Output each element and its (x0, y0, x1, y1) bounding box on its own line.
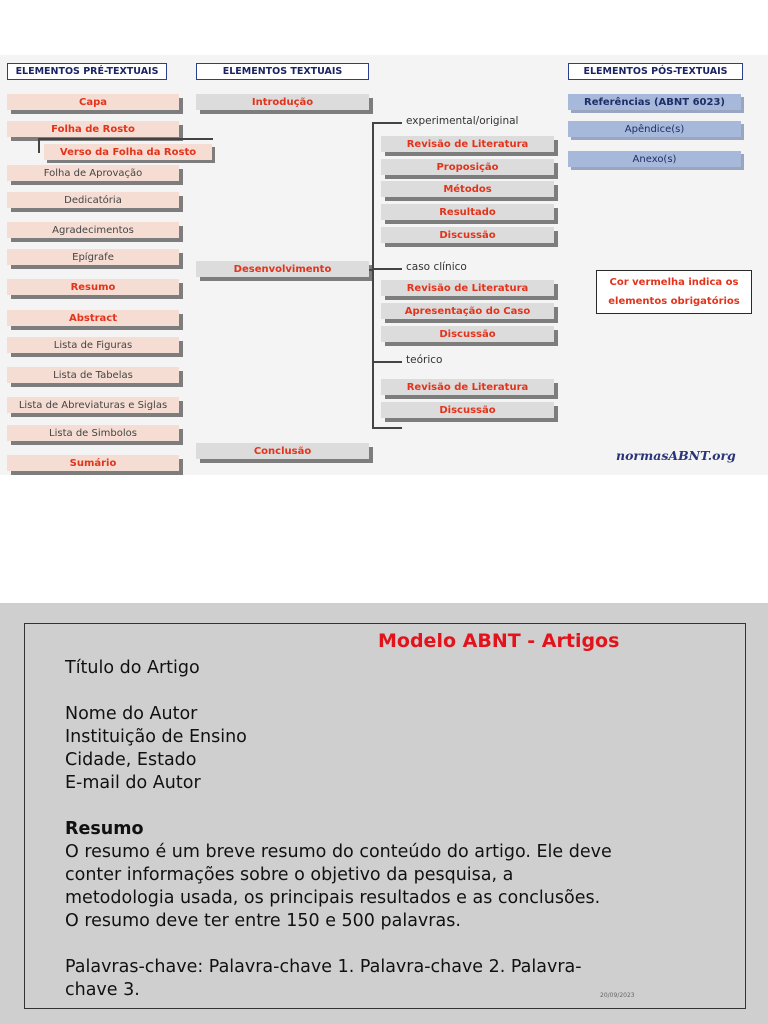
exp-metodos: Métodos (381, 181, 554, 197)
resumo-line: O resumo é um breve resumo do conteúdo do artigo. Ele deve (65, 842, 612, 862)
bracket-clinico (372, 268, 402, 270)
resumo-heading: Resumo (65, 819, 144, 839)
branch-teorico-label: teórico (406, 354, 443, 366)
bracket-teorico (372, 361, 402, 363)
slide-title: Modelo ABNT - Artigos (378, 630, 620, 652)
keywords-line: Palavras-chave: Palavra-chave 1. Palavra-chave 2. Palavra- (65, 957, 582, 977)
city-state: Cidade, Estado (65, 750, 197, 770)
institution: Instituição de Ensino (65, 727, 247, 747)
site-watermark: normasABNT.org (616, 448, 736, 463)
cli-apresentacao: Apresentação do Caso (381, 303, 554, 319)
cli-revisao: Revisão de Literatura (381, 280, 554, 296)
box-folha-aprovacao: Folha de Aprovação (7, 165, 179, 181)
author-name: Nome do Autor (65, 704, 198, 724)
exp-discussao: Discussão (381, 227, 554, 243)
box-desenvolvimento: Desenvolvimento (196, 261, 369, 277)
box-sumario: Sumário (7, 455, 179, 471)
exp-resultado: Resultado (381, 204, 554, 220)
bracket-vertical (372, 122, 374, 428)
box-introducao: Introdução (196, 94, 369, 110)
abnt-structure-diagram (0, 55, 768, 475)
box-epigrafe: Epígrafe (7, 249, 179, 265)
resumo-line: conter informações sobre o objetivo da pesquisa, a (65, 865, 514, 885)
teo-revisao: Revisão de Literatura (381, 379, 554, 395)
verso-connector-top (38, 138, 213, 140)
slide-date: 20/09/2023 (600, 992, 635, 999)
slide-frame (24, 623, 746, 1009)
box-verso-folha-rosto: Verso da Folha da Rosto (44, 144, 212, 160)
header-pre-textual: ELEMENTOS PRÉ-TEXTUAIS (7, 63, 167, 80)
exp-revisao: Revisão de Literatura (381, 136, 554, 152)
author-email: E-mail do Autor (65, 773, 201, 793)
article-title: Título do Artigo (65, 658, 200, 678)
box-folha-rosto: Folha de Rosto (7, 121, 179, 137)
legend-box (596, 270, 752, 314)
box-referencias: Referências (ABNT 6023) (568, 94, 741, 110)
box-apendices: Apêndice(s) (568, 121, 741, 137)
box-abstract: Abstract (7, 310, 179, 326)
cli-discussao: Discussão (381, 326, 554, 342)
article-template-slide (0, 603, 768, 1024)
box-anexos: Anexo(s) (568, 151, 741, 167)
branch-experimental-label: experimental/original (406, 115, 519, 127)
box-resumo: Resumo (7, 279, 179, 295)
bracket-experimental (372, 122, 402, 124)
box-dedicatoria: Dedicatória (7, 192, 179, 208)
bracket-bottom (372, 427, 402, 429)
header-post-textual: ELEMENTOS PÓS-TEXTUAIS (568, 63, 743, 80)
teo-discussao: Discussão (381, 402, 554, 418)
box-lista-tabelas: Lista de Tabelas (7, 367, 179, 383)
box-lista-figuras: Lista de Figuras (7, 337, 179, 353)
exp-proposicao: Proposição (381, 159, 554, 175)
resumo-line: O resumo deve ter entre 150 e 500 palavras. (65, 911, 461, 931)
box-lista-simbolos: Lista de Simbolos (7, 425, 179, 441)
box-conclusao: Conclusão (196, 443, 369, 459)
box-agradecimentos: Agradecimentos (7, 222, 179, 238)
box-lista-abreviaturas: Lista de Abreviaturas e Siglas (7, 397, 179, 413)
legend-line-2: elementos obrigatórios (608, 296, 740, 307)
branch-clinico-label: caso clínico (406, 261, 467, 273)
resumo-line: metodologia usada, os principais resultados e as conclusões. (65, 888, 601, 908)
legend-line-1: Cor vermelha indica os (609, 277, 739, 288)
verso-connector (38, 139, 40, 153)
box-capa: Capa (7, 94, 179, 110)
keywords-line: chave 3. (65, 980, 140, 1000)
header-textual: ELEMENTOS TEXTUAIS (196, 63, 369, 80)
